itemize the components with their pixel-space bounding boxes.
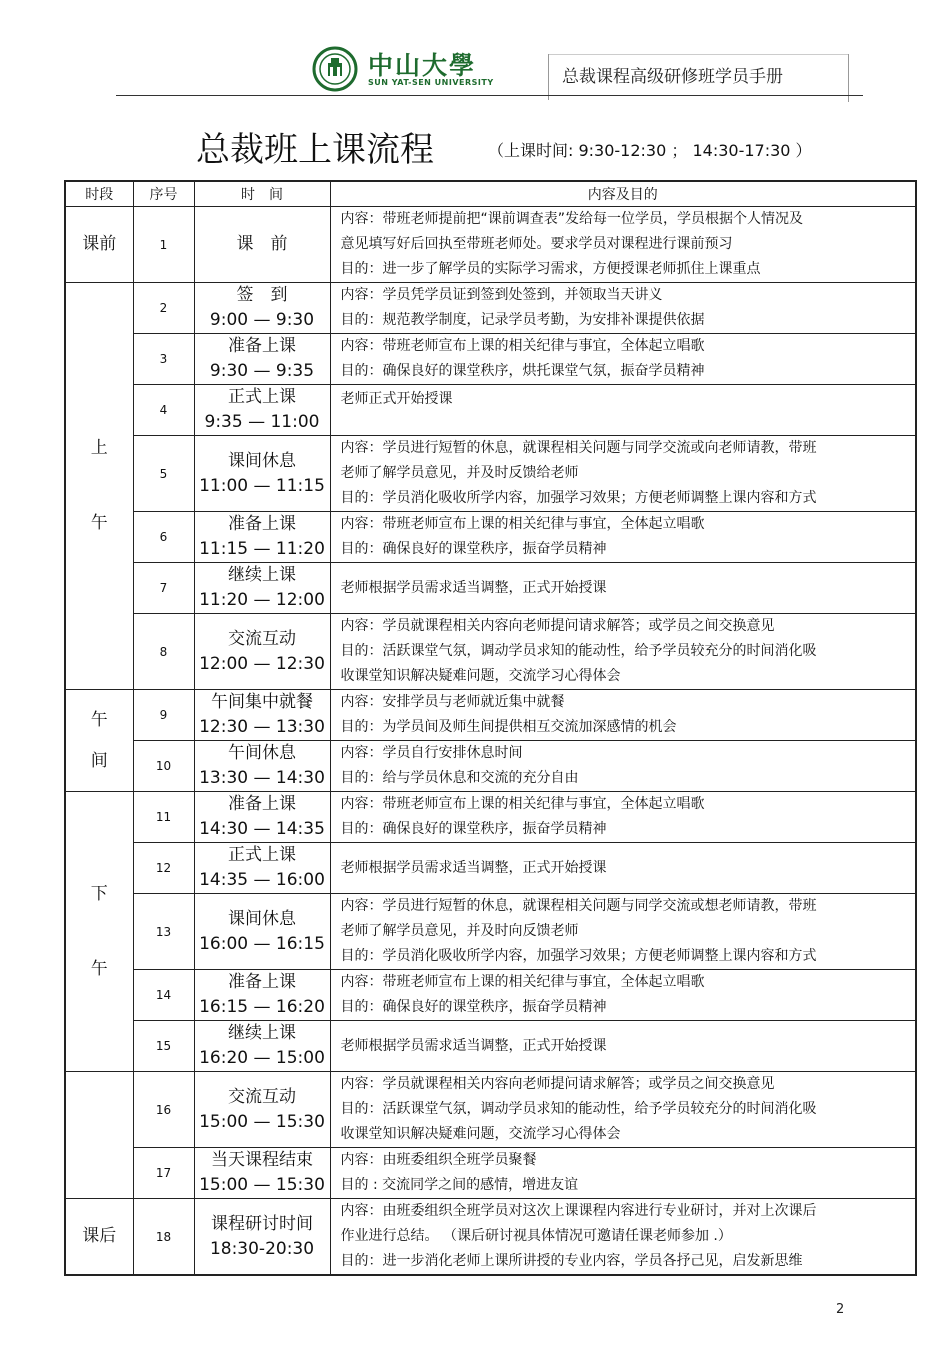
row-time: 午间集中就餐 12:30 — 13:30 [194, 690, 330, 741]
row-time: 正式上课 9:35 — 11:00 [194, 385, 330, 436]
row-time: 准备上课 9:30 — 9:35 [194, 334, 330, 385]
table-row [65, 1199, 916, 1276]
class-hours: （上课时间: 9:30-12:30 ； 14:30-17:30 ） [488, 141, 812, 160]
row-seq: 5 [133, 436, 194, 512]
table-row [65, 283, 916, 334]
row-time: 准备上课 11:15 — 11:20 [194, 512, 330, 563]
row-content: 老师根据学员需求适当调整，正式开始授课 [330, 1021, 916, 1072]
row-content: 老师根据学员需求适当调整，正式开始授课 [330, 563, 916, 614]
row-time: 课间休息 16:00 — 16:15 [194, 894, 330, 970]
period-afternoon-end [65, 1072, 133, 1199]
row-content: 内容：带班老师宣布上课的相关纪律与事宜，全体起立唱歌 目的：确保良好的课堂秩序，烘托课堂气氛，振奋学员精神 [330, 334, 916, 385]
row-content: 内容：学员就课程相关内容向老师提问请求解答；或学员之间交换意见 目的：活跃课堂气氛，调动学员求知的能动性，给予学员较充分的时间消化吸 收课堂知识解决疑难问题，交流学习心得体会 [330, 614, 916, 690]
page-number: 2 [836, 1302, 845, 1317]
header-content: 内容及目的 [330, 181, 916, 207]
row-content: 内容：学员自行安排休息时间 目的：给与学员休息和交流的充分自由 [330, 741, 916, 792]
table-row [65, 1148, 916, 1199]
row-content: 内容：学员进行短暂的休息，就课程相关问题与同学交流或想老师请教，带班 老师了解学员意见，并及时向反馈老师 目的：学员消化吸收所学内容，加强学习效果；方便老师调整上课内容和方式 [330, 894, 916, 970]
university-seal-icon [312, 46, 358, 92]
row-time: 交流互动 15:00 — 15:30 [194, 1072, 330, 1148]
row-content: 内容：学员凭学员证到签到处签到，并领取当天讲义 目的：规范教学制度，记录学员考勤，为安排补课提供依据 [330, 283, 916, 334]
university-logo [312, 44, 492, 96]
table-row [65, 334, 916, 385]
row-time: 准备上课 16:15 — 16:20 [194, 970, 330, 1021]
row-content: 内容：学员进行短暂的休息，就课程相关问题与同学交流或向老师请教，带班 老师了解学员意见，并及时反馈给老师 目的：学员消化吸收所学内容，加强学习效果；方便老师调整上课内容和方式 [330, 436, 916, 512]
table-row [65, 614, 916, 690]
logo-chinese-name: 中山大學 [368, 51, 477, 80]
table-row [65, 792, 916, 843]
handbook-title: 总裁课程高级研修班学员手册 [562, 67, 783, 87]
row-seq: 4 [133, 385, 194, 436]
row-seq: 14 [133, 970, 194, 1021]
row-seq: 8 [133, 614, 194, 690]
table-row [65, 843, 916, 894]
row-seq: 15 [133, 1021, 194, 1072]
table-row [65, 690, 916, 741]
period-morning: 上 午 [65, 283, 133, 690]
row-content: 老师正式开始授课 [330, 385, 916, 436]
period-post: 课后 [65, 1199, 133, 1276]
page-title: 总裁班上课流程 [196, 130, 434, 170]
table-row [65, 385, 916, 436]
table-row [65, 436, 916, 512]
logo-english-name: SUN YAT-SEN UNIVERSITY [368, 78, 494, 87]
header-rule [116, 95, 863, 96]
row-time-name: 课 前 [236, 234, 288, 254]
table-header-row [65, 181, 916, 207]
row-seq: 10 [133, 741, 194, 792]
row-time [194, 207, 330, 283]
period-afternoon: 下 午 [65, 792, 133, 1072]
table-row [65, 970, 916, 1021]
row-content: 内容：安排学员与老师就近集中就餐 目的：为学员间及师生间提供相互交流加深感情的机会 [330, 690, 916, 741]
row-content: 内容：带班老师提前把“课前调查表”发给每一位学员，学员根据个人情况及 意见填写好后回执至带班老师处。要求学员对课程进行课前预习 目的：进一步了解学员的实际学习需求，方便授课老师抓住上课重点 [330, 207, 916, 283]
header-time: 时 间 [194, 181, 330, 207]
row-content: 内容：由班委组织全班学员对这次上课课程内容进行专业研讨，并对上次课后 作业进行总结。 （课后研讨视具体情况可邀请任课老师参加 .） 目的：进一步消化老师上课所讲授的专业内容，学员各抒己见，启发新思维 [330, 1199, 916, 1276]
row-time: 课程研讨时间 18:30-20:30 [194, 1199, 330, 1276]
header-box-top [548, 54, 848, 55]
table-row [65, 1021, 916, 1072]
page-header [0, 0, 950, 110]
row-seq: 6 [133, 512, 194, 563]
row-time: 当天课程结束 15:00 — 15:30 [194, 1148, 330, 1199]
row-time: 继续上课 11:20 — 12:00 [194, 563, 330, 614]
row-seq: 3 [133, 334, 194, 385]
row-seq: 13 [133, 894, 194, 970]
row-content: 内容：由班委组织全班学员聚餐 目的 : 交流同学之间的感情，增进友谊 [330, 1148, 916, 1199]
table-row [65, 512, 916, 563]
row-content: 内容：带班老师宣布上课的相关纪律与事宜，全体起立唱歌 目的：确保良好的课堂秩序，振奋学员精神 [330, 512, 916, 563]
row-time: 课间休息 11:00 — 11:15 [194, 436, 330, 512]
table-row [65, 563, 916, 614]
row-seq: 18 [133, 1199, 194, 1276]
schedule-table [64, 180, 917, 1276]
row-content: 内容：带班老师宣布上课的相关纪律与事宜，全体起立唱歌 目的：确保良好的课堂秩序，振奋学员精神 [330, 970, 916, 1021]
row-seq: 12 [133, 843, 194, 894]
table-row [65, 1072, 916, 1148]
row-seq: 16 [133, 1072, 194, 1148]
table-row [65, 741, 916, 792]
header-period: 时段 [65, 181, 133, 207]
row-content: 内容：学员就课程相关内容向老师提问请求解答；或学员之间交换意见 目的：活跃课堂气氛，调动学员求知的能动性，给予学员较充分的时间消化吸 收课堂知识解决疑难问题，交流学习心得体会 [330, 1072, 916, 1148]
row-time: 交流互动 12:00 — 12:30 [194, 614, 330, 690]
table-row [65, 207, 916, 283]
row-seq: 17 [133, 1148, 194, 1199]
row-time: 正式上课 14:35 — 16:00 [194, 843, 330, 894]
row-content: 内容：带班老师宣布上课的相关纪律与事宜，全体起立唱歌 目的：确保良好的课堂秩序，振奋学员精神 [330, 792, 916, 843]
row-time: 签 到 9:00 — 9:30 [194, 283, 330, 334]
row-seq: 7 [133, 563, 194, 614]
row-seq: 2 [133, 283, 194, 334]
period-pre: 课前 [65, 207, 133, 283]
row-seq: 11 [133, 792, 194, 843]
header-seq: 序号 [133, 181, 194, 207]
row-content: 老师根据学员需求适当调整，正式开始授课 [330, 843, 916, 894]
row-seq: 9 [133, 690, 194, 741]
row-time: 准备上课 14:30 — 14:35 [194, 792, 330, 843]
period-noon: 午 间 [65, 690, 133, 792]
header-divider [548, 54, 549, 100]
row-time: 午间休息 13:30 — 14:30 [194, 741, 330, 792]
row-seq: 1 [133, 207, 194, 283]
row-time: 继续上课 16:20 — 15:00 [194, 1021, 330, 1072]
table-row [65, 894, 916, 970]
